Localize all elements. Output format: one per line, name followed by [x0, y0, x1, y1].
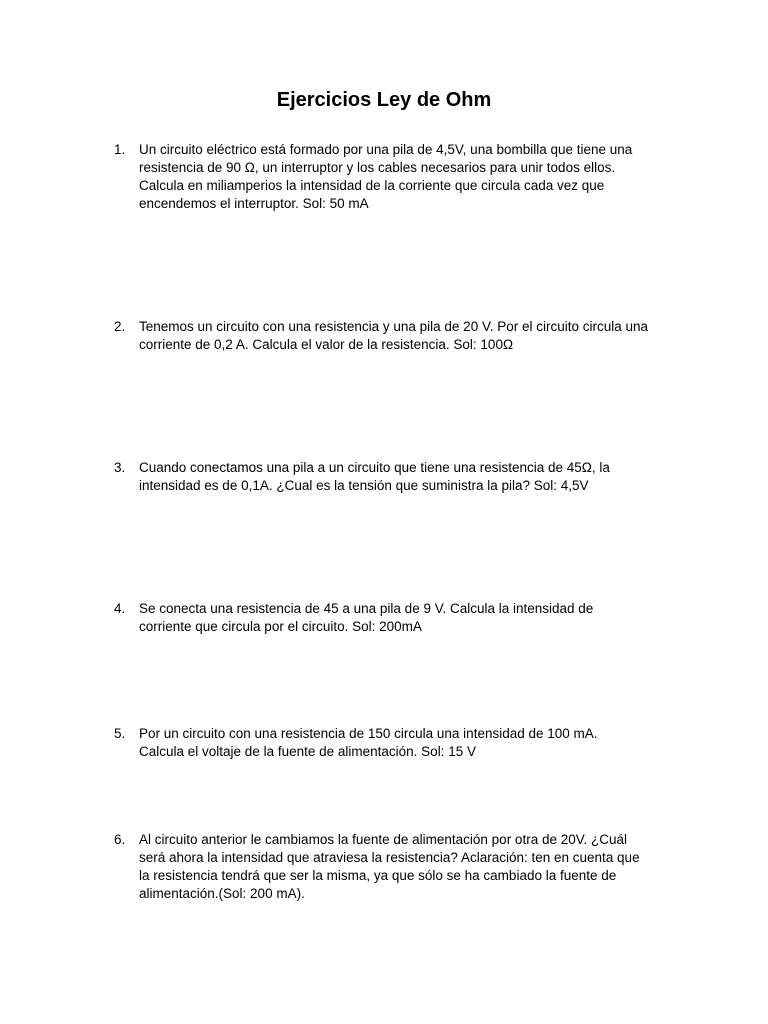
exercise-text: Se conecta una resistencia de 45 a una pila de 9 V. Calcula la intensidad de corriente que circula por el circuito. Sol: 200mA [139, 601, 594, 634]
exercise-text: Al circuito anterior le cambiamos la fuente de alimentación por otra de 20V. ¿Cuál será ahora la intensidad que atraviesa la resistencia? Aclaración: ten en cuenta que la resistencia tendrá que ser la misma, ya que sólo se ha cambiado la fuente de alimentación.(Sol: 200 mA). [139, 832, 640, 901]
exercise-number: 3. [114, 460, 126, 475]
exercise-text: Cuando conectamos una pila a un circuito que tiene una resistencia de 45Ω, la intensidad es de 0,1A. ¿Cual es la tensión que suministra la pila? Sol: 4,5V [139, 460, 610, 493]
exercise-number: 2. [114, 319, 126, 334]
exercise-text: Tenemos un circuito con una resistencia y una pila de 20 V. Por el circuito circula una corriente de 0,2 A. Calcula el valor de la resistencia. Sol: 100Ω [139, 319, 649, 352]
page-title: Ejercicios Ley de Ohm [276, 89, 492, 111]
exercise-text: Por un circuito con una resistencia de 150 circula una intensidad de 100 mA. Calcula el voltaje de la fuente de alimentación. Sol: 15 V [139, 726, 598, 759]
exercise-number: 6. [114, 832, 126, 847]
exercise-text: Un circuito eléctrico está formado por una pila de 4,5V, una bombilla que tiene una resistencia de 90 Ω, un interruptor y los cables necesarios para unir todos ellos. Calcula en miliamperios la intensidad de la corriente que circula cada vez que encendemos el interruptor. Sol: 50 mA [139, 142, 633, 211]
exercise-number: 4. [114, 601, 126, 616]
exercise-number: 5. [114, 726, 126, 741]
exercise-number: 1. [114, 142, 126, 157]
